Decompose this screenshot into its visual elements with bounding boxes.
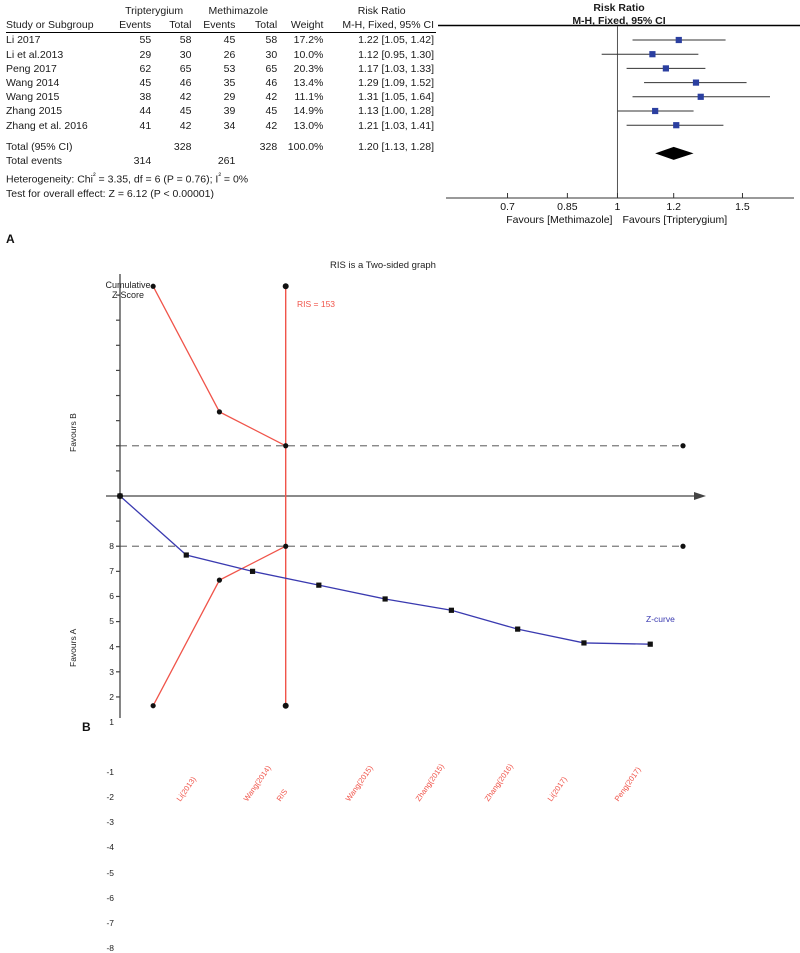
tsa-title: RIS is a Two-sided graph	[330, 260, 436, 271]
row-total-2: 30	[265, 48, 278, 61]
row-events-2: 29	[223, 91, 236, 104]
row-effect: 1.29 [1.09, 1.52]	[358, 77, 434, 90]
heterogeneity-prefix: Heterogeneity: Chi	[6, 173, 93, 186]
row-weight: 20.3%	[293, 62, 324, 75]
y-tick-label: 3	[109, 666, 114, 677]
tsa-x-label: Zhang(2015)	[413, 762, 446, 803]
row-study: Zhang et al. 2016	[6, 119, 88, 132]
forest-axis-tick: 1.2	[666, 201, 681, 213]
header-events-2: Events	[195, 18, 239, 33]
table-row	[6, 33, 436, 48]
total-events-1-blank	[113, 140, 155, 154]
total-events-label: Total events	[6, 155, 63, 168]
total-events-1: 314	[133, 155, 152, 168]
row-effect: 1.21 [1.03, 1.41]	[358, 119, 434, 132]
y-tick-label: 5	[109, 616, 114, 627]
row-total-2: 65	[265, 62, 278, 75]
row-study: Wang 2015	[6, 91, 60, 104]
panel-letter-a: A	[6, 232, 15, 246]
header-study: Study or Subgroup	[6, 18, 113, 33]
favours-b-label: Favours B	[68, 413, 78, 452]
header-total-2: Total	[239, 18, 281, 33]
panel-a-forest-plot	[0, 0, 800, 252]
heterogeneity-mid: = 3.35, df = 6 (P = 0.76); I	[95, 173, 219, 186]
header-weight: Weight	[281, 18, 329, 33]
row-weight: 17.2%	[293, 34, 324, 47]
panel-letter-b: B	[82, 720, 91, 734]
tsa-x-label: Wang(2014)	[241, 763, 273, 803]
tsa-x-label: RIS	[274, 787, 289, 803]
header-events-1: Events	[113, 18, 155, 33]
y-tick-label: -2	[106, 792, 114, 803]
row-total-2: 45	[265, 105, 278, 118]
header-effect-title: Risk Ratio	[357, 5, 406, 17]
table-body	[6, 33, 436, 133]
row-events-1: 41	[139, 119, 152, 132]
row-weight: 11.1%	[294, 91, 324, 104]
y-tick-label: 7	[109, 566, 114, 577]
heterogeneity-suffix: = 0%	[221, 173, 249, 186]
row-total-2: 42	[265, 91, 278, 104]
forest-axis-tick: 0.7	[500, 201, 515, 213]
row-study: Wang 2014	[6, 77, 60, 90]
tsa-x-label: Li(2017)	[546, 775, 570, 803]
row-study: Li 2017	[6, 34, 41, 47]
table-row	[6, 62, 436, 76]
row-weight: 13.4%	[293, 77, 324, 90]
total-events-blank-1	[155, 154, 195, 168]
header-effect-sub: M-H, Fixed, 95% CI	[329, 18, 436, 33]
row-total-2: 42	[265, 119, 278, 132]
forest-axis-tick: 1.5	[735, 201, 750, 213]
tsa-series-line	[153, 286, 286, 445]
favours-right-label: Favours [Tripterygium]	[622, 214, 728, 226]
heterogeneity-sup-1: ²	[92, 171, 96, 181]
total-label: Total (95% CI)	[6, 140, 73, 153]
row-total-1: 65	[179, 62, 192, 75]
total-events-blank-3	[281, 154, 329, 168]
tsa-series-line	[153, 546, 286, 705]
row-events-2: 26	[223, 48, 236, 61]
forest-plot-table	[6, 4, 436, 201]
table-row	[6, 119, 436, 133]
row-events-1: 29	[139, 48, 152, 61]
heterogeneity-sup-2: ²	[218, 171, 221, 181]
row-weight: 13.0%	[293, 119, 324, 132]
table-row-total-events	[6, 154, 436, 168]
row-total-1: 45	[179, 105, 192, 118]
row-effect: 1.31 [1.05, 1.64]	[358, 91, 434, 104]
row-events-1: 62	[139, 62, 152, 75]
row-total-1: 46	[179, 77, 192, 90]
table-row	[6, 48, 436, 62]
header-group-tripterygium: Tripterygium	[125, 5, 184, 17]
tsa-x-label: Zhang(2016)	[483, 762, 516, 803]
row-effect: 1.22 [1.05, 1.42]	[358, 34, 434, 47]
tsa-x-label: Wang(2015)	[343, 763, 376, 803]
y-tick-label: -5	[106, 867, 114, 878]
header-group-methimazole: Methimazole	[208, 5, 269, 17]
row-events-2: 39	[223, 105, 236, 118]
row-effect: 1.12 [0.95, 1.30]	[358, 48, 434, 61]
total-events-2-blank	[195, 140, 239, 154]
header-spacer	[6, 4, 113, 18]
header-weight-spacer	[281, 4, 329, 18]
tsa-x-label: Li(2013)	[174, 775, 199, 803]
y-axis-label-line-1: Cumulative	[105, 280, 151, 290]
y-tick-label: 6	[109, 591, 114, 602]
favours-left-label: Favours [Methimazole]	[506, 214, 613, 226]
row-events-2: 53	[223, 62, 236, 75]
row-effect: 1.17 [1.03, 1.33]	[358, 62, 434, 75]
row-total-2: 58	[265, 34, 278, 47]
row-spacer	[6, 133, 436, 140]
forest-plot-svg	[438, 0, 800, 252]
row-study: Zhang 2015	[6, 105, 63, 118]
forest-axis-tick: 1	[614, 201, 621, 213]
tsa-x-label: Peng(2017)	[612, 765, 643, 803]
row-events-2: 34	[223, 119, 236, 132]
row-study: Peng 2017	[6, 62, 57, 75]
row-total-1: 42	[179, 91, 192, 104]
total-effect: 1.20 [1.13, 1.28]	[358, 140, 434, 153]
total-events-blank-4	[329, 154, 436, 168]
header-total-1: Total	[155, 18, 195, 33]
row-study: Li et al.2013	[6, 48, 64, 61]
overall-effect-stat: Test for overall effect: Z = 6.12 (P < 0.00001)	[6, 187, 214, 200]
total-weight: 100.0%	[287, 140, 324, 153]
table-row	[6, 104, 436, 118]
row-total-1: 30	[179, 48, 192, 61]
z-curve-label: Z-curve	[646, 614, 675, 624]
total-n1: 328	[173, 140, 192, 153]
row-events-1: 44	[139, 105, 152, 118]
y-tick-label: 2	[109, 691, 114, 702]
row-effect: 1.13 [1.00, 1.28]	[358, 105, 434, 118]
total-n2: 328	[259, 140, 278, 153]
y-axis-label-line-2: Z-Score	[111, 290, 144, 300]
y-tick-label: 4	[109, 641, 114, 652]
tsa-chart-svg	[0, 252, 800, 743]
row-events-2: 45	[223, 34, 236, 47]
table-header-group-row	[6, 4, 436, 18]
tsa-series-line	[120, 496, 650, 644]
y-tick-label: 8	[109, 541, 114, 552]
row-weight: 10.0%	[293, 48, 324, 61]
panel-b-trial-sequential-analysis	[0, 252, 800, 953]
y-tick-label: -7	[106, 917, 114, 928]
forest-graph-subtitle: M-H, Fixed, 95% CI	[572, 15, 666, 27]
row-events-2: 35	[223, 77, 236, 90]
y-tick-label: -6	[106, 892, 114, 903]
heterogeneity-stat	[6, 169, 436, 187]
table-header-row	[6, 18, 436, 33]
table-row-total	[6, 140, 436, 154]
row-total-1: 58	[179, 34, 192, 47]
row-events-1: 55	[139, 34, 152, 47]
row-events-1: 45	[139, 77, 152, 90]
row-total-1: 42	[179, 119, 192, 132]
y-tick-label: -4	[106, 842, 114, 853]
total-events-blank-2	[239, 154, 281, 168]
ris-value-label: RIS = 153	[297, 299, 336, 309]
y-tick-label: -8	[106, 942, 114, 953]
row-events-1: 38	[139, 91, 152, 104]
forest-axis-tick: 0.85	[557, 201, 578, 213]
row-total-2: 46	[265, 77, 278, 90]
total-events-2: 261	[217, 155, 236, 168]
row-weight: 14.9%	[293, 105, 324, 118]
table-row	[6, 90, 436, 104]
y-tick-label: -3	[106, 817, 114, 828]
favours-a-label: Favours A	[68, 628, 78, 667]
table-row	[6, 76, 436, 90]
forest-graph	[438, 0, 800, 252]
y-tick-label: -1	[106, 767, 114, 778]
y-tick-label: 1	[109, 716, 114, 727]
forest-graph-title: Risk Ratio	[593, 2, 645, 14]
